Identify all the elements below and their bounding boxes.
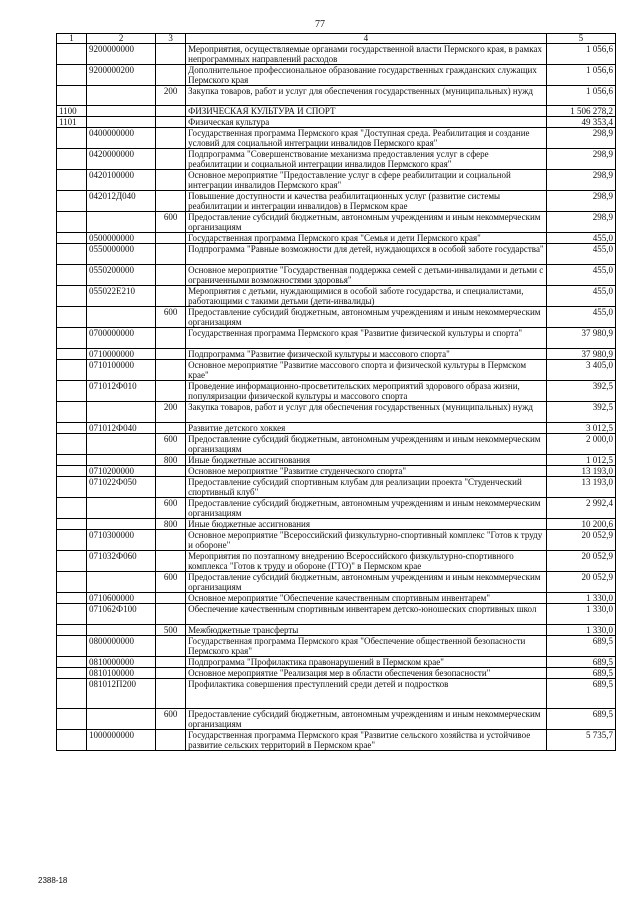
col-amount: 689,5 xyxy=(546,668,615,679)
col-target xyxy=(86,709,155,730)
col-amount: 392,5 xyxy=(546,381,615,402)
col-description: Государственная программа Пермского края "Доступная среда. Реабилитация и создание условий для социальной интеграции инвалидов Пермского края" xyxy=(186,128,547,149)
col-amount: 2 000,0 xyxy=(546,434,615,455)
table-row xyxy=(57,328,616,349)
header-col-3: 3 xyxy=(156,34,186,44)
table-row xyxy=(57,434,616,455)
col-section xyxy=(57,402,87,423)
col-target: 0710200000 xyxy=(86,466,155,477)
table-row xyxy=(57,106,616,117)
table-row xyxy=(57,498,616,519)
col-target: 0800000000 xyxy=(86,636,155,657)
col-amount: 1 330,0 xyxy=(546,604,615,625)
col-amount: 455,0 xyxy=(546,233,615,244)
table-row xyxy=(57,636,616,657)
col-section xyxy=(57,265,87,286)
col-amount: 20 052,9 xyxy=(546,551,615,572)
col-target xyxy=(86,212,155,233)
col-section xyxy=(57,360,87,381)
col-type xyxy=(156,286,186,307)
col-target: 0420100000 xyxy=(86,170,155,191)
col-type: 500 xyxy=(156,625,186,636)
col-amount: 5 735,7 xyxy=(546,730,615,751)
col-section xyxy=(57,679,87,709)
col-type: 200 xyxy=(156,402,186,423)
col-type xyxy=(156,191,186,212)
col-description: Основное мероприятие "Всероссийский физкультурно-спортивный комплекс "Готов к труду и обороне" xyxy=(186,530,547,551)
table-row xyxy=(57,307,616,328)
col-amount: 20 052,9 xyxy=(546,572,615,593)
table-row xyxy=(57,604,616,625)
col-amount: 298,9 xyxy=(546,191,615,212)
col-description: Предоставление субсидий бюджетным, автономным учреждениям и иным некоммерческим организациям xyxy=(186,307,547,328)
table-row xyxy=(57,455,616,466)
col-description: Предоставление субсидий бюджетным, автономным учреждениям и иным некоммерческим организациям xyxy=(186,498,547,519)
col-description: Иные бюджетные ассигнования xyxy=(186,455,547,466)
table-row xyxy=(57,625,616,636)
col-type xyxy=(156,117,186,128)
col-amount: 689,5 xyxy=(546,657,615,668)
col-section xyxy=(57,244,87,265)
col-type xyxy=(156,730,186,751)
col-description: Проведение информационно-просветительских мероприятий здорового образа жизни, популяризации физической культуры и массового спорта xyxy=(186,381,547,402)
col-target: 0810000000 xyxy=(86,657,155,668)
col-target xyxy=(86,117,155,128)
col-description: Государственная программа Пермского края "Развитие физической культуры и спорта" xyxy=(186,328,547,349)
col-target: 0400000000 xyxy=(86,128,155,149)
col-description: Развитие детского хоккея xyxy=(186,423,547,434)
table-row xyxy=(57,349,616,360)
table-row xyxy=(57,679,616,709)
col-section xyxy=(57,530,87,551)
col-description: Основное мероприятие "Обеспечение качественным спортивным инвентарем" xyxy=(186,593,547,604)
col-section xyxy=(57,604,87,625)
table-row xyxy=(57,519,616,530)
col-type: 600 xyxy=(156,434,186,455)
col-description: Профилактика совершения преступлений среди детей и подростков xyxy=(186,679,547,709)
col-type xyxy=(156,106,186,117)
col-type: 600 xyxy=(156,212,186,233)
footer-code: 2388-18 xyxy=(38,876,68,885)
col-section xyxy=(57,625,87,636)
col-type xyxy=(156,328,186,349)
col-section xyxy=(57,519,87,530)
table-row xyxy=(57,212,616,233)
col-target: 9200000000 xyxy=(86,44,155,65)
col-type xyxy=(156,170,186,191)
col-type xyxy=(156,477,186,498)
col-description: Подпрограмма "Профилактика правонарушений в Пермском крае" xyxy=(186,657,547,668)
col-description: Дополнительное профессиональное образование государственных гражданских служащих Пермского края xyxy=(186,65,547,86)
col-section xyxy=(57,328,87,349)
col-amount: 455,0 xyxy=(546,244,615,265)
col-type xyxy=(156,265,186,286)
col-description: Мероприятия по поэтапному внедрению Всероссийского физкультурно-спортивного комплекса "Готов к труду и обороне (ГТО)" в Пермском крае xyxy=(186,551,547,572)
col-section: 1101 xyxy=(57,117,87,128)
table-row xyxy=(57,149,616,170)
col-description: Основное мероприятие "Развитие студенческого спорта" xyxy=(186,466,547,477)
col-type xyxy=(156,551,186,572)
col-description: Предоставление субсидий бюджетным, автономным учреждениям и иным некоммерческим организациям xyxy=(186,572,547,593)
col-target: 0550000000 xyxy=(86,244,155,265)
header-col-5: 5 xyxy=(546,34,615,44)
col-amount: 298,9 xyxy=(546,212,615,233)
header-col-1: 1 xyxy=(57,34,87,44)
col-target: 0500000000 xyxy=(86,233,155,244)
col-type xyxy=(156,360,186,381)
col-section xyxy=(57,191,87,212)
col-description: Межбюджетные трансферты xyxy=(186,625,547,636)
col-section xyxy=(57,709,87,730)
col-section xyxy=(57,668,87,679)
col-section xyxy=(57,86,87,106)
col-amount: 298,9 xyxy=(546,170,615,191)
col-target: 1000000000 xyxy=(86,730,155,751)
col-type xyxy=(156,530,186,551)
col-amount: 455,0 xyxy=(546,286,615,307)
col-description: Основное мероприятие "Развитие массового спорта и физической культуры в Пермском крае" xyxy=(186,360,547,381)
col-description: Государственная программа Пермского края "Развитие сельского хозяйства и устойчивое развитие сельских территорий в Пермском крае" xyxy=(186,730,547,751)
col-section xyxy=(57,434,87,455)
col-amount: 298,9 xyxy=(546,149,615,170)
col-description: Предоставление субсидий бюджетным, автономным учреждениям и иным некоммерческим организациям xyxy=(186,434,547,455)
table-row xyxy=(57,551,616,572)
header-col-4: 4 xyxy=(186,34,547,44)
col-section xyxy=(57,65,87,86)
col-section xyxy=(57,233,87,244)
col-description: Мероприятия, осуществляемые органами государственной власти Пермского края, в рамках непрограммных направлений расходов xyxy=(186,44,547,65)
col-section xyxy=(57,128,87,149)
col-description: Подпрограмма "Совершенствование механизма предоставления услуг в сфере реабилитации и социальной интеграции инвалидов Пермского края" xyxy=(186,149,547,170)
col-section xyxy=(57,730,87,751)
col-target xyxy=(86,572,155,593)
col-target: 042012Д040 xyxy=(86,191,155,212)
col-section xyxy=(57,381,87,402)
table-row xyxy=(57,117,616,128)
col-amount: 689,5 xyxy=(546,636,615,657)
col-type xyxy=(156,668,186,679)
col-amount: 13 193,0 xyxy=(546,466,615,477)
col-description: Государственная программа Пермского края "Обеспечение общественной безопасности Пермского края" xyxy=(186,636,547,657)
col-amount: 689,5 xyxy=(546,709,615,730)
col-type: 800 xyxy=(156,455,186,466)
col-type xyxy=(156,65,186,86)
col-target xyxy=(86,402,155,423)
col-section xyxy=(57,286,87,307)
col-amount: 298,9 xyxy=(546,128,615,149)
col-type xyxy=(156,657,186,668)
col-amount: 689,5 xyxy=(546,679,615,709)
col-description: Предоставление субсидий бюджетным, автономным учреждениям и иным некоммерческим организациям xyxy=(186,212,547,233)
col-section xyxy=(57,551,87,572)
table-row xyxy=(57,657,616,668)
col-target: 0710100000 xyxy=(86,360,155,381)
table-row xyxy=(57,233,616,244)
table-row xyxy=(57,86,616,106)
col-target: 0810100000 xyxy=(86,668,155,679)
table-header-row xyxy=(57,34,616,44)
table-row xyxy=(57,44,616,65)
table-row xyxy=(57,244,616,265)
col-type xyxy=(156,423,186,434)
col-section xyxy=(57,498,87,519)
col-type: 600 xyxy=(156,307,186,328)
col-type xyxy=(156,244,186,265)
col-target: 0550200000 xyxy=(86,265,155,286)
col-section xyxy=(57,307,87,328)
col-type: 600 xyxy=(156,498,186,519)
col-section xyxy=(57,455,87,466)
col-description: Государственная программа Пермского края "Семья и дети Пермского края" xyxy=(186,233,547,244)
table-row xyxy=(57,709,616,730)
table-row xyxy=(57,360,616,381)
col-target: 071062Ф100 xyxy=(86,604,155,625)
col-description: Иные бюджетные ассигнования xyxy=(186,519,547,530)
col-description: Повышение доступности и качества реабилитационных услуг (развитие системы реабилитации и интеграции инвалидов) в Пермском крае xyxy=(186,191,547,212)
col-type xyxy=(156,381,186,402)
col-target xyxy=(86,86,155,106)
col-target: 0710600000 xyxy=(86,593,155,604)
col-description: Основное мероприятие "Государственная поддержка семей с детьми-инвалидами и детьми с ограниченными возможностями здоровья" xyxy=(186,265,547,286)
page-number: 77 xyxy=(315,19,325,30)
table-row xyxy=(57,381,616,402)
table-row xyxy=(57,191,616,212)
col-amount: 3 012,5 xyxy=(546,423,615,434)
col-type xyxy=(156,149,186,170)
col-type xyxy=(156,604,186,625)
col-target: 0420000000 xyxy=(86,149,155,170)
col-description: Закупка товаров, работ и услуг для обеспечения государственных (муниципальных) нужд xyxy=(186,86,547,106)
table-row xyxy=(57,128,616,149)
col-target xyxy=(86,498,155,519)
col-section xyxy=(57,149,87,170)
col-type xyxy=(156,128,186,149)
table-row xyxy=(57,730,616,751)
col-description: Предоставление субсидий спортивным клубам для реализации проекта "Студенческий спортивный клуб" xyxy=(186,477,547,498)
col-type xyxy=(156,636,186,657)
col-target xyxy=(86,106,155,117)
col-description: Мероприятия с детьми, нуждающимися в особой заботе государства, и специалистами, работающими с такими детьми (дети-инвалиды) xyxy=(186,286,547,307)
col-description: Подпрограмма "Развитие физической культуры и массового спорта" xyxy=(186,349,547,360)
col-section xyxy=(57,572,87,593)
col-amount: 37 980,9 xyxy=(546,349,615,360)
table-row xyxy=(57,593,616,604)
col-description: Обеспечение качественным спортивным инвентарем детско-юношеских спортивных школ xyxy=(186,604,547,625)
table-row xyxy=(57,466,616,477)
col-section xyxy=(57,657,87,668)
col-amount: 1 012,5 xyxy=(546,455,615,466)
col-description: Основное мероприятие "Предоставление услуг в сфере реабилитации и социальной интеграции инвалидов Пермского края" xyxy=(186,170,547,191)
header-col-2: 2 xyxy=(86,34,155,44)
col-section xyxy=(57,170,87,191)
col-amount: 455,0 xyxy=(546,307,615,328)
col-amount: 1 330,0 xyxy=(546,593,615,604)
table-row xyxy=(57,530,616,551)
col-type xyxy=(156,233,186,244)
col-amount: 1 330,0 xyxy=(546,625,615,636)
col-amount: 49 353,4 xyxy=(546,117,615,128)
col-target: 055022Е210 xyxy=(86,286,155,307)
col-description: Основное мероприятие "Реализация мер в области обеспечения безопасности" xyxy=(186,668,547,679)
col-type xyxy=(156,349,186,360)
col-section xyxy=(57,636,87,657)
col-target: 071022Ф050 xyxy=(86,477,155,498)
col-target: 071012Ф040 xyxy=(86,423,155,434)
col-target: 081012П200 xyxy=(86,679,155,709)
col-amount: 13 193,0 xyxy=(546,477,615,498)
col-type: 600 xyxy=(156,709,186,730)
col-section xyxy=(57,349,87,360)
col-type xyxy=(156,593,186,604)
table-row xyxy=(57,402,616,423)
col-section xyxy=(57,593,87,604)
col-target xyxy=(86,455,155,466)
col-amount: 392,5 xyxy=(546,402,615,423)
budget-table xyxy=(56,33,616,751)
col-description: Физическая культура xyxy=(186,117,547,128)
col-target xyxy=(86,519,155,530)
table-row xyxy=(57,423,616,434)
col-section: 1100 xyxy=(57,106,87,117)
col-type: 600 xyxy=(156,572,186,593)
table-row xyxy=(57,668,616,679)
col-amount: 37 980,9 xyxy=(546,328,615,349)
col-description: Подпрограмма "Равные возможности для детей, нуждающихся в особой заботе государства" xyxy=(186,244,547,265)
table-row xyxy=(57,65,616,86)
col-target: 071032Ф060 xyxy=(86,551,155,572)
table-row xyxy=(57,265,616,286)
col-amount: 1 056,6 xyxy=(546,44,615,65)
col-type: 200 xyxy=(156,86,186,106)
col-section xyxy=(57,212,87,233)
col-target xyxy=(86,307,155,328)
col-section xyxy=(57,44,87,65)
col-amount: 455,0 xyxy=(546,265,615,286)
col-amount: 1 506 278,2 xyxy=(546,106,615,117)
col-description: Предоставление субсидий бюджетным, автономным учреждениям и иным некоммерческим организациям xyxy=(186,709,547,730)
col-amount: 1 056,6 xyxy=(546,86,615,106)
col-type: 800 xyxy=(156,519,186,530)
table-row xyxy=(57,170,616,191)
table-row xyxy=(57,286,616,307)
col-target: 0710300000 xyxy=(86,530,155,551)
col-target: 0710000000 xyxy=(86,349,155,360)
col-target: 9200000200 xyxy=(86,65,155,86)
col-target: 0700000000 xyxy=(86,328,155,349)
col-description: Закупка товаров, работ и услуг для обеспечения государственных (муниципальных) нужд xyxy=(186,402,547,423)
col-target xyxy=(86,434,155,455)
col-amount: 3 405,0 xyxy=(546,360,615,381)
col-target: 071012Ф010 xyxy=(86,381,155,402)
table-row xyxy=(57,572,616,593)
table-row xyxy=(57,477,616,498)
col-target xyxy=(86,625,155,636)
col-type xyxy=(156,44,186,65)
col-section xyxy=(57,423,87,434)
col-section xyxy=(57,466,87,477)
col-description: ФИЗИЧЕСКАЯ КУЛЬТУРА И СПОРТ xyxy=(186,106,547,117)
col-amount: 2 992,4 xyxy=(546,498,615,519)
col-amount: 20 052,9 xyxy=(546,530,615,551)
col-amount: 1 056,6 xyxy=(546,65,615,86)
col-section xyxy=(57,477,87,498)
col-amount: 10 200,6 xyxy=(546,519,615,530)
col-type xyxy=(156,466,186,477)
col-type xyxy=(156,679,186,709)
